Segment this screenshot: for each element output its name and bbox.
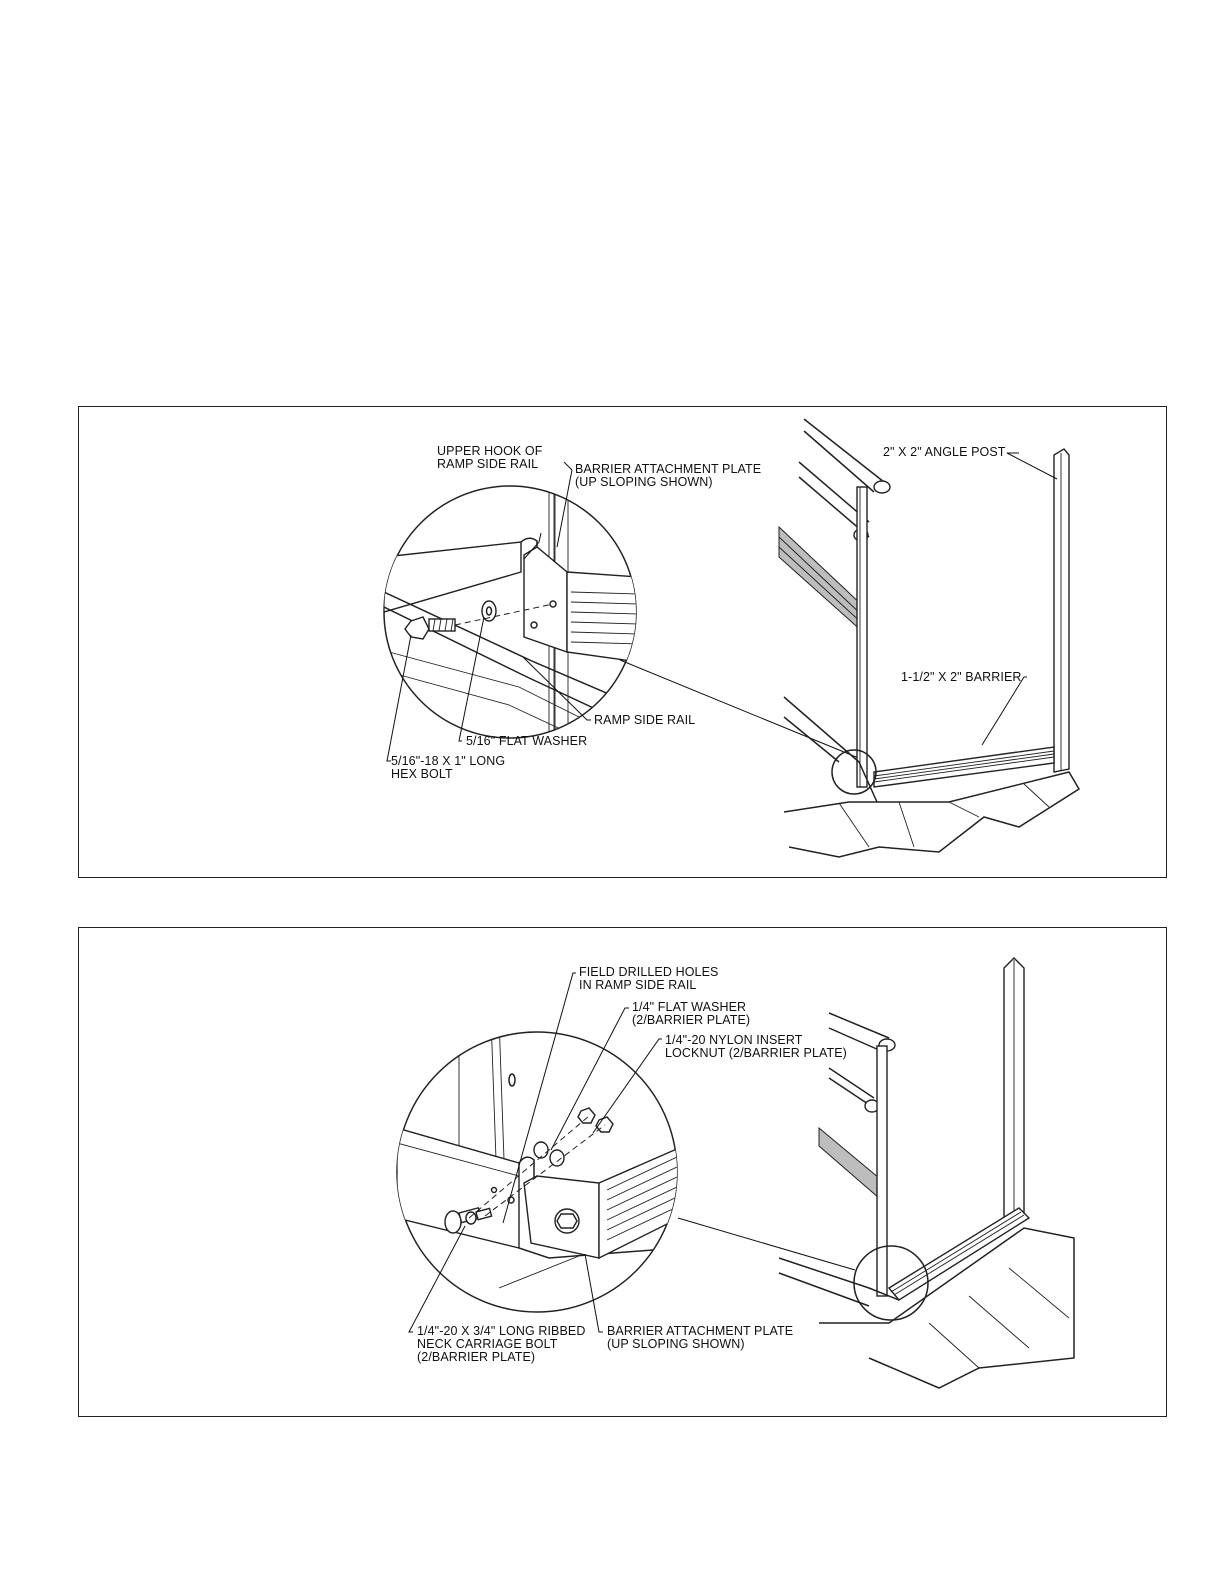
figure-panel-barrier-carriage-bolt (78, 927, 1167, 1417)
label-carriage-bolt: 1/4"-20 X 3/4" LONG RIBBED NECK CARRIAGE BOLT (2/BARRIER PLATE) (417, 1324, 586, 1364)
label-barrier-attachment-plate-2: BARRIER ATTACHMENT PLATE (UP SLOPING SHOWN) (607, 1324, 794, 1351)
figure-panel-barrier-hex-bolt (78, 406, 1167, 878)
label-nylon-locknut: 1/4"-20 NYLON INSERT LOCKNUT (2/BARRIER PLATE) (665, 1033, 847, 1060)
label-angle-post: 2" X 2" ANGLE POST (883, 445, 1006, 459)
detail-circle-2 (397, 1018, 679, 1312)
label-flat-washer: 5/16" FLAT WASHER (466, 734, 588, 748)
ramp-assembly-view-2 (779, 958, 1074, 1388)
label-hex-bolt: 5/16"-18 X 1" LONG HEX BOLT (391, 754, 506, 781)
ramp-assembly-view-1 (779, 419, 1079, 857)
detail-connector-1 (620, 660, 861, 759)
detail-circle-1 (384, 467, 639, 747)
label-ramp-side-rail: RAMP SIDE RAIL (594, 713, 696, 727)
label-barrier: 1-1/2" X 2" BARRIER (901, 670, 1022, 684)
label-field-drilled-holes: FIELD DRILLED HOLES IN RAMP SIDE RAIL (579, 965, 719, 992)
label-upper-hook: UPPER HOOK OF RAMP SIDE RAIL (437, 444, 543, 471)
label-barrier-attachment-plate: BARRIER ATTACHMENT PLATE (UP SLOPING SHOWN) (575, 462, 762, 489)
detail-connector-2 (678, 1218, 855, 1270)
label-quarter-flat-washer: 1/4" FLAT WASHER (2/BARRIER PLATE) (632, 1000, 751, 1027)
